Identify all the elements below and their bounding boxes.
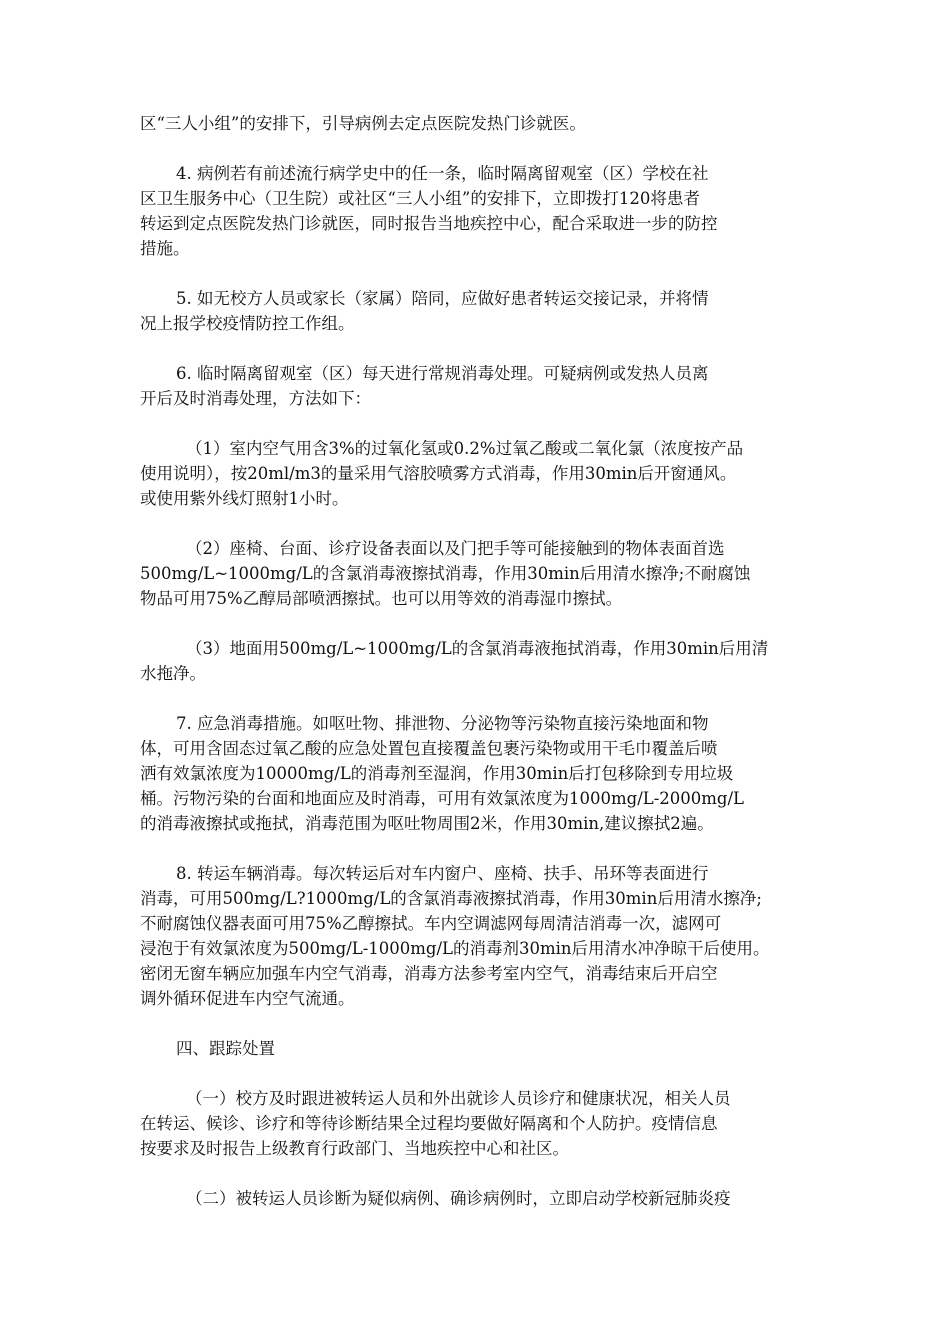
- paragraph-item-6: [140, 361, 830, 411]
- paragraph-continuation: [140, 111, 830, 136]
- text-line: 水拖净。: [140, 664, 206, 683]
- text-line: 消毒，可用500mg/L?1000mg/L的含氯消毒液擦拭消毒，作用30min后用清水擦净;: [140, 889, 762, 908]
- text-line: 洒有效氯浓度为10000mg/L的消毒剂至湿润，作用30min后打包移除到专用垃圾: [140, 764, 734, 783]
- text-line: 在转运、候诊、诊疗和等待诊断结果全过程均要做好隔离和个人防护。疫情信息: [140, 1114, 718, 1133]
- paragraph-sub-2: [140, 536, 830, 611]
- text-line: 或使用紫外线灯照射1小时。: [140, 489, 349, 508]
- text-line: 调外循环促进车内空气流通。: [140, 989, 355, 1008]
- section-heading: [140, 1036, 830, 1061]
- text-line: 开后及时消毒处理，方法如下：: [140, 389, 371, 408]
- text-line: 区卫生服务中心（卫生院）或社区“三人小组”的安排下，立即拨打120将患者: [140, 189, 700, 208]
- text-line: 500mg/L~1000mg/L的含氯消毒液擦拭消毒，作用30min后用清水擦净;不耐腐蚀: [140, 564, 751, 583]
- text-line: 的消毒液擦拭或拖拭，消毒范围为呕吐物周围2米，作用30min,建议擦拭2遍。: [140, 814, 714, 833]
- text-line: 桶。污物污染的台面和地面应及时消毒，可用有效氯浓度为1000mg/L-2000mg/L: [140, 789, 745, 808]
- paragraph-tracking-1: [140, 1086, 830, 1161]
- paragraph-item-4: [140, 161, 830, 261]
- text-line: （2）座椅、台面、诊疗设备表面以及门把手等可能接触到的物体表面首选: [186, 539, 725, 558]
- paragraph-item-5: [140, 286, 830, 336]
- text-line: 区“三人小组”的安排下，引导病例去定点医院发热门诊就医。: [140, 114, 586, 133]
- text-line: 密闭无窗车辆应加强车内空气消毒，消毒方法参考室内空气，消毒结束后开启空: [140, 964, 718, 983]
- paragraph-item-8: [140, 861, 830, 1011]
- paragraph-sub-3: [140, 636, 830, 686]
- text-line: 使用说明），按20ml/m3的量采用气溶胶喷雾方式消毒，作用30min后开窗通风。: [140, 464, 737, 483]
- text-line: 8. 转运车辆消毒。每次转运后对车内窗户、座椅、扶手、吊环等表面进行: [176, 864, 709, 883]
- text-line: 5. 如无校方人员或家长（家属）陪同，应做好患者转运交接记录，并将情: [176, 289, 709, 308]
- text-line: 四、跟踪处置: [176, 1039, 275, 1058]
- text-line: 4. 病例若有前述流行病学史中的任一条，临时隔离留观室（区）学校在社: [176, 164, 709, 183]
- paragraph-tracking-2: [140, 1186, 830, 1211]
- text-line: （一）校方及时跟进被转运人员和外出就诊人员诊疗和健康状况，相关人员: [186, 1089, 731, 1108]
- text-line: 7. 应急消毒措施。如呕吐物、排泄物、分泌物等污染物直接污染地面和物: [176, 714, 709, 733]
- text-line: （3）地面用500mg/L~1000mg/L的含氯消毒液拖拭消毒，作用30min后用清: [186, 639, 769, 658]
- paragraph-sub-1: [140, 436, 830, 511]
- text-line: 措施。: [140, 239, 190, 258]
- text-line: 况上报学校疫情防控工作组。: [140, 314, 355, 333]
- text-line: （1）室内空气用含3%的过氧化氢或0.2%过氧乙酸或二氧化氯（浓度按产品: [186, 439, 744, 458]
- text-line: 不耐腐蚀仪器表面可用75%乙醇擦拭。车内空调滤网每周清洁消毒一次，滤网可: [140, 914, 722, 933]
- text-line: 按要求及时报告上级教育行政部门、当地疾控中心和社区。: [140, 1139, 569, 1158]
- text-line: 6. 临时隔离留观室（区）每天进行常规消毒处理。可疑病例或发热人员离: [176, 364, 709, 383]
- text-line: 浸泡于有效氯浓度为500mg/L-1000mg/L的消毒剂30min后用清水冲净晾干后使用。: [140, 939, 770, 958]
- text-line: 体，可用含固态过氧乙酸的应急处置包直接覆盖包裹污染物或用干毛巾覆盖后喷: [140, 739, 718, 758]
- text-line: 物品可用75%乙醇局部喷洒擦拭。也可以用等效的消毒湿巾擦拭。: [140, 589, 623, 608]
- text-line: （二）被转运人员诊断为疑似病例、确诊病例时，立即启动学校新冠肺炎疫: [186, 1189, 731, 1208]
- paragraph-item-7: [140, 711, 830, 836]
- text-line: 转运到定点医院发热门诊就医，同时报告当地疾控中心，配合采取进一步的防控: [140, 214, 718, 233]
